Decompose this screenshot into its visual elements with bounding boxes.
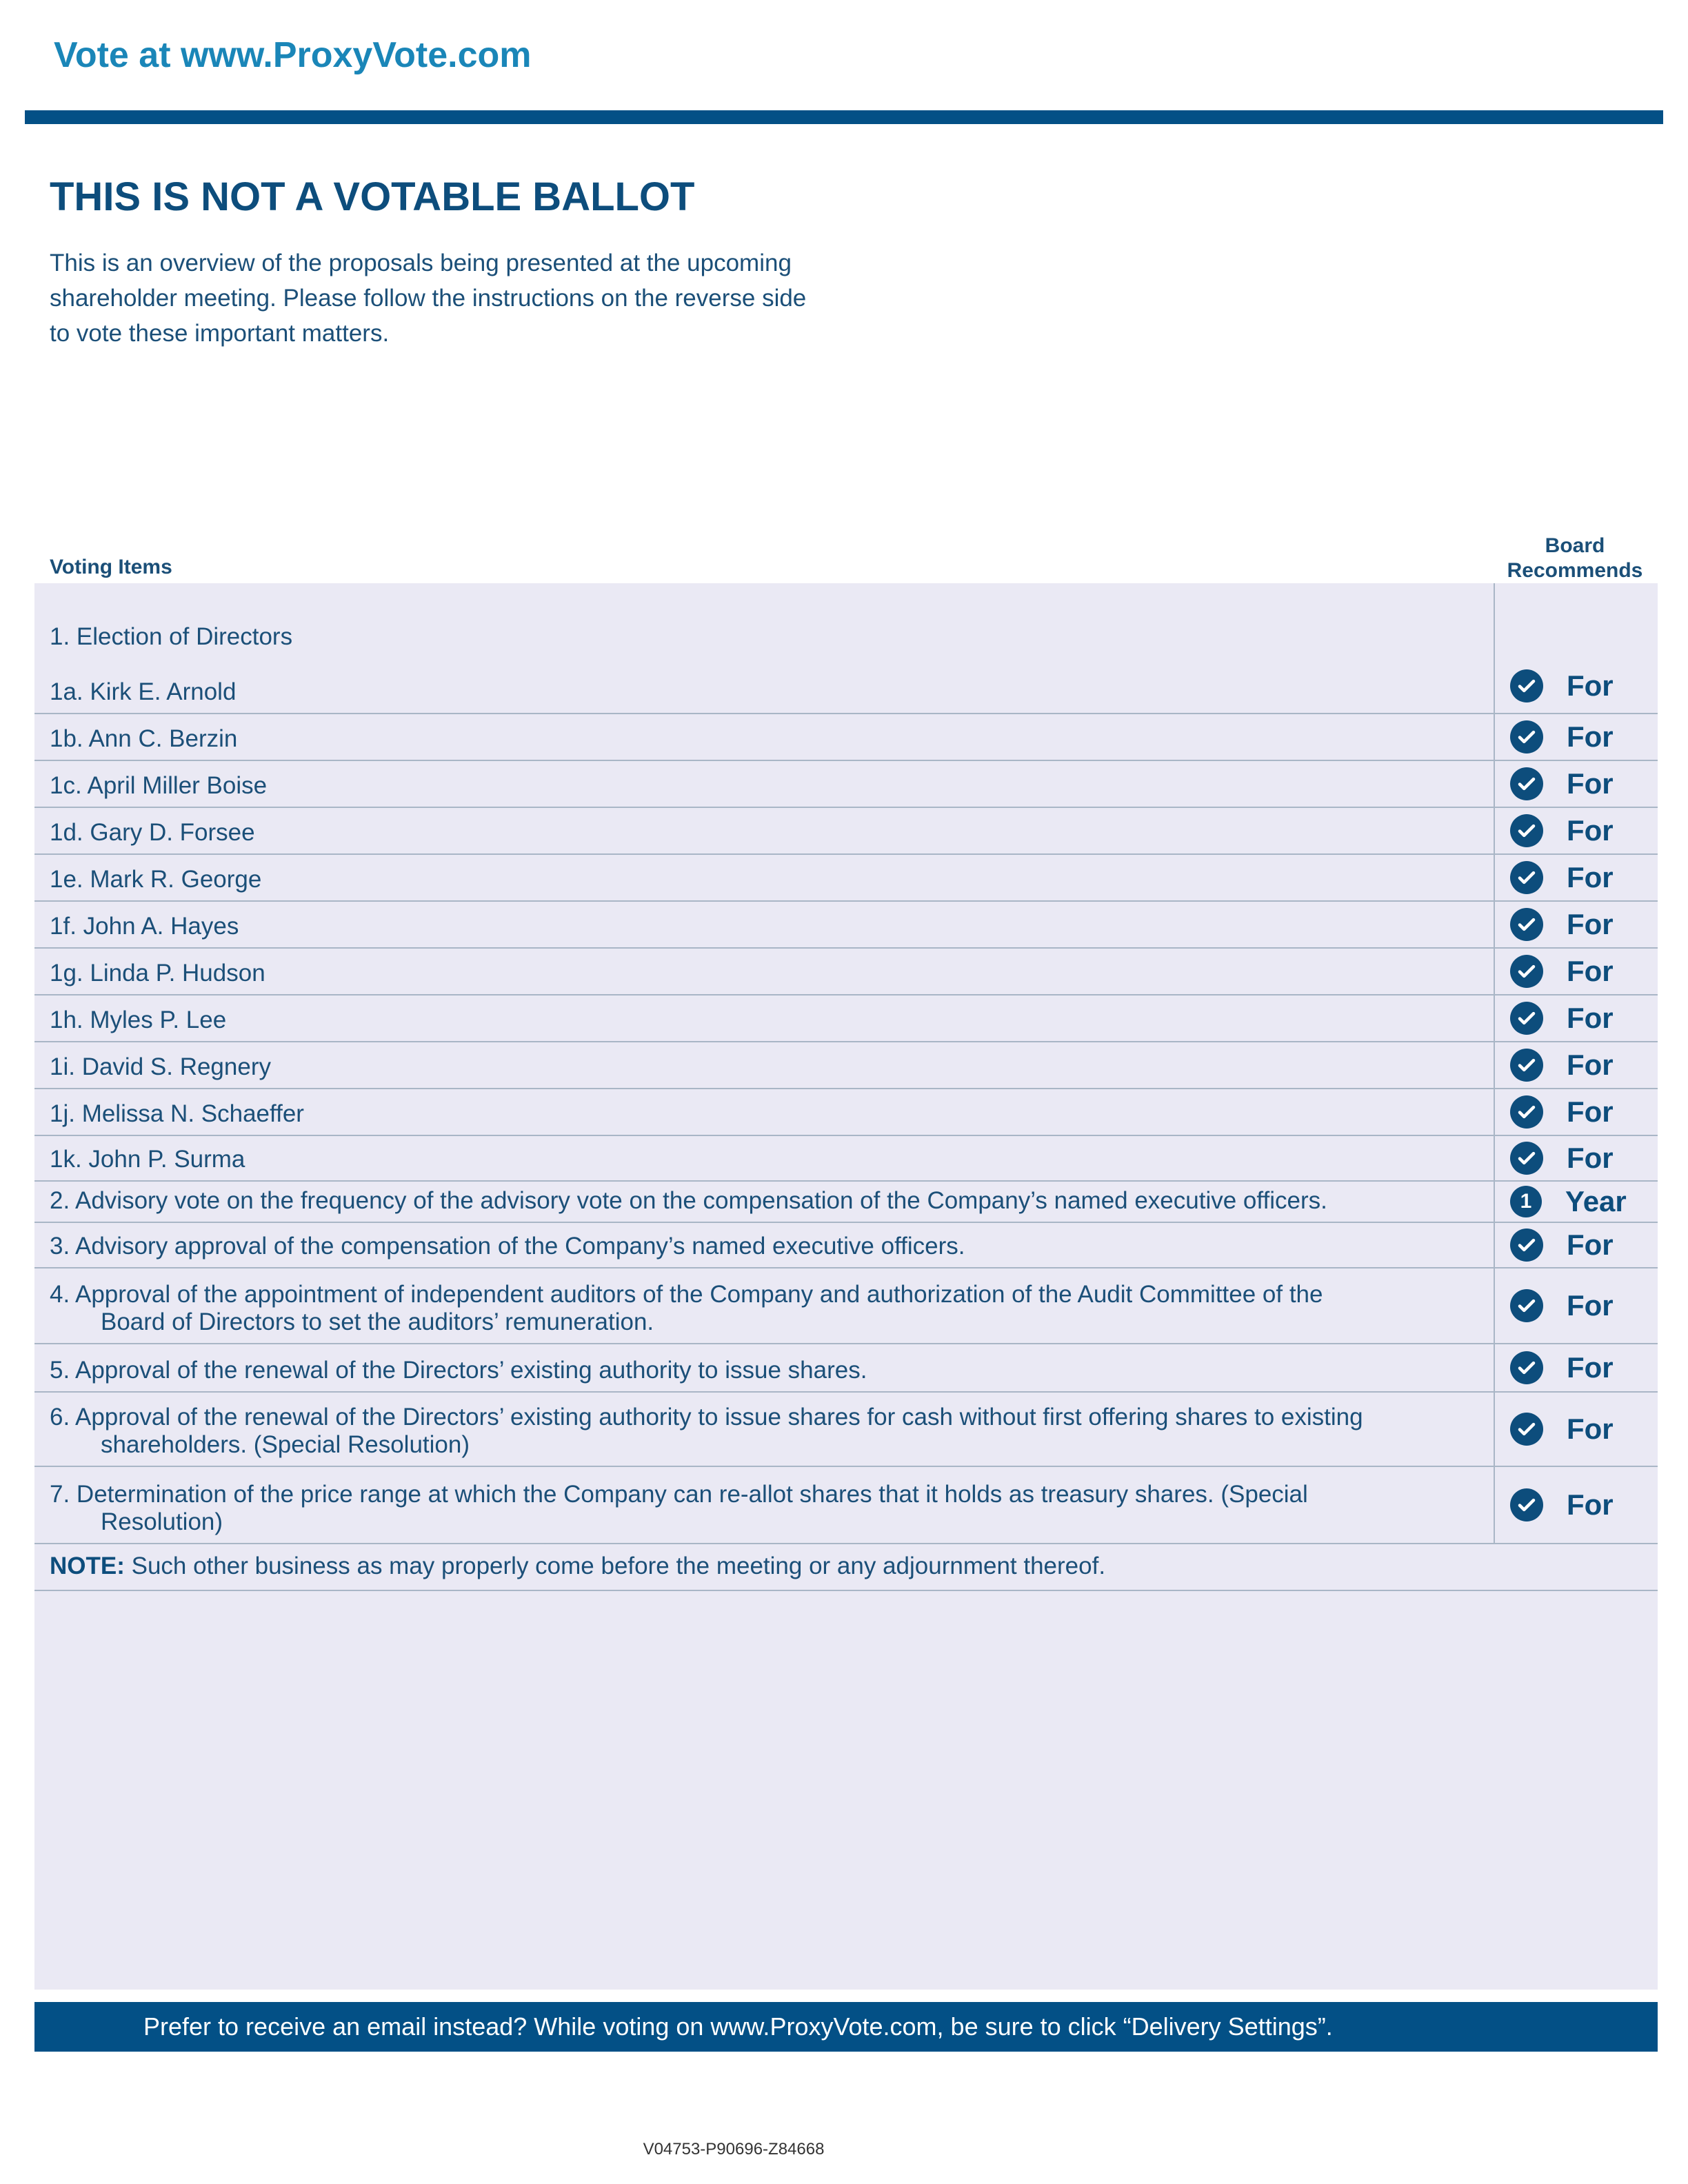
board-recommendation [1510, 1226, 1614, 1264]
table-row [34, 808, 1658, 855]
voting-item-text: 1c. April Miller Boise [50, 772, 268, 799]
board-recommendation [1510, 812, 1614, 849]
voting-item-text: 1f. John A. Hayes [50, 913, 239, 940]
voting-item-text: 4. Approval of the appointment of independent auditors of the Company and authorization of the Audit Committee of the [50, 1281, 1323, 1308]
board-recommendation [1510, 1287, 1614, 1324]
checkmark-circle-icon [1510, 1488, 1543, 1521]
voting-item-label [50, 1357, 1484, 1384]
voting-item-text: 1k. John P. Surma [50, 1146, 245, 1173]
voting-item-text: 3. Advisory approval of the compensation of the Company’s named executive officers. [50, 1233, 965, 1260]
checkmark-circle-icon [1510, 1049, 1543, 1082]
checkmark-circle-icon [1510, 955, 1543, 988]
document-code: V04753-P90696-Z84668 [643, 2140, 825, 2158]
board-recommendation [1510, 667, 1614, 705]
voting-item-text: 1a. Kirk E. Arnold [50, 678, 237, 705]
recommendation-label: For [1567, 1413, 1614, 1445]
voting-item-label [50, 1404, 1484, 1459]
checkmark-circle-icon [1510, 908, 1543, 941]
intro-text: This is an overview of the proposals being presented at the upcoming shareholder meeting. Please follow the instructions on the reverse side to vote these important matters. [50, 250, 807, 347]
checkmark-circle-icon [1510, 1142, 1543, 1175]
recommendation-label: For [1567, 1351, 1614, 1384]
voting-item-label [50, 960, 1484, 987]
recommendation-label: For [1567, 908, 1614, 940]
voting-item-label [50, 725, 1484, 753]
board-recommendation [1510, 1140, 1614, 1177]
checkmark-circle-icon [1510, 861, 1543, 894]
board-recommendation [1510, 953, 1614, 990]
voting-item-text: 1g. Linda P. Hudson [50, 960, 265, 987]
board-recommendation [1510, 1486, 1614, 1524]
note-prefix: NOTE: [50, 1553, 125, 1579]
recommendation-label: For [1567, 861, 1614, 893]
recommendation-label: For [1567, 1289, 1614, 1322]
recommendation-label: For [1567, 669, 1614, 702]
header-divider-bar [25, 110, 1663, 124]
voting-item-text-continued: Resolution) [101, 1508, 223, 1535]
table-row [34, 659, 1658, 714]
voting-item-label [50, 819, 1484, 847]
section-election-of-directors [34, 607, 1658, 659]
checkmark-circle-icon [1510, 1413, 1543, 1446]
board-recommendation [1510, 1046, 1614, 1084]
voting-item-label [50, 1100, 1484, 1128]
board-recommendation [1510, 765, 1614, 802]
table-row [34, 995, 1658, 1042]
number-one-icon: 1 [1510, 1186, 1542, 1217]
voting-item-label [50, 1007, 1484, 1034]
note-text: Such other business as may properly come before the meeting or any adjournment thereof. [124, 1553, 1106, 1579]
recommendation-label: Year [1565, 1185, 1627, 1217]
board-recommends-heading: Board Recommends [1507, 534, 1643, 582]
table-row [34, 761, 1658, 808]
recommendation-label: For [1567, 814, 1614, 847]
voting-item-text: 6. Approval of the renewal of the Directors’ existing authority to issue shares for cash without first offering shares to existing [50, 1404, 1363, 1430]
voting-item-text: 2. Advisory vote on the frequency of the advisory vote on the compensation of the Company’s named executive officers. [50, 1187, 1327, 1214]
voting-item-text: 1i. David S. Regnery [50, 1053, 271, 1080]
checkmark-circle-icon [1510, 1095, 1543, 1129]
page-title: THIS IS NOT A VOTABLE BALLOT [50, 174, 695, 219]
voting-item-label [50, 1233, 1484, 1260]
table-row [34, 1182, 1658, 1223]
voting-item-text: 1e. Mark R. George [50, 866, 262, 893]
checkmark-circle-icon [1510, 814, 1543, 847]
voting-item-label [50, 1146, 1484, 1173]
table-row [34, 1268, 1658, 1344]
checkmark-circle-icon [1510, 1002, 1543, 1035]
table-row [34, 949, 1658, 995]
voting-items-heading: Voting Items [50, 556, 172, 578]
board-recommendation [1510, 718, 1614, 756]
voting-item-text: 1d. Gary D. Forsee [50, 819, 255, 846]
voting-item-text-continued: shareholders. (Special Resolution) [101, 1431, 470, 1458]
table-row [34, 902, 1658, 949]
recommendation-label: For [1567, 767, 1614, 800]
checkmark-circle-icon [1510, 1289, 1543, 1322]
table-row [34, 714, 1658, 761]
recommendation-label: For [1567, 1488, 1614, 1521]
voting-item-label [50, 1053, 1484, 1081]
table-row [34, 1393, 1658, 1467]
recommendation-label: For [1567, 1142, 1614, 1174]
table-row [34, 1089, 1658, 1136]
recommendation-label: For [1567, 955, 1614, 987]
checkmark-circle-icon [1510, 669, 1543, 702]
board-recommendation [1510, 1000, 1614, 1037]
email-delivery-banner: Prefer to receive an email instead? While voting on www.ProxyVote.com, be sure to click “Delivery Settings”. [34, 2002, 1658, 2052]
checkmark-circle-icon [1510, 767, 1543, 800]
voting-item-label [50, 772, 1484, 800]
voting-item-text: 1j. Melissa N. Schaeffer [50, 1100, 304, 1127]
table-row [34, 1344, 1658, 1393]
table-row [34, 1223, 1658, 1268]
recommendation-label: For [1567, 1095, 1614, 1128]
voting-item-label [50, 913, 1484, 940]
table-row [34, 855, 1658, 902]
voting-item-text-continued: Board of Directors to set the auditors’ remuneration. [101, 1308, 654, 1335]
checkmark-circle-icon [1510, 1351, 1543, 1384]
checkmark-circle-icon [1510, 720, 1543, 754]
voting-item-text: 1h. Myles P. Lee [50, 1007, 227, 1033]
table-row [34, 1042, 1658, 1089]
voting-item-text: 7. Determination of the price range at which the Company can re-allot shares that it holds as treasury shares. (Special [50, 1481, 1308, 1508]
checkmark-circle-icon [1510, 1228, 1543, 1262]
table-row [34, 1136, 1658, 1182]
recommendation-label: For [1567, 720, 1614, 753]
section-label: 1. Election of Directors [50, 623, 293, 650]
voting-item-label [50, 678, 1484, 706]
voting-item-text: 1b. Ann C. Berzin [50, 725, 238, 752]
recommendation-label: For [1567, 1228, 1614, 1261]
board-recommendation [1510, 1410, 1614, 1448]
board-recommendation [1510, 1183, 1627, 1220]
voting-item-label [50, 1481, 1484, 1536]
board-recommendation [1510, 1093, 1614, 1131]
voting-item-label [50, 866, 1484, 893]
board-recommendation [1510, 906, 1614, 943]
voting-item-text: 5. Approval of the renewal of the Directors’ existing authority to issue shares. [50, 1357, 867, 1384]
voting-item-label [50, 1281, 1484, 1336]
voting-item-label [50, 1187, 1484, 1215]
vote-url-header: Vote at www.ProxyVote.com [54, 35, 532, 75]
note [50, 1553, 1105, 1580]
note-divider [34, 1590, 1658, 1591]
recommendation-label: For [1567, 1002, 1614, 1034]
recommendation-label: For [1567, 1049, 1614, 1081]
board-recommendation [1510, 859, 1614, 896]
board-recommendation [1510, 1349, 1614, 1386]
table-row [34, 1467, 1658, 1544]
